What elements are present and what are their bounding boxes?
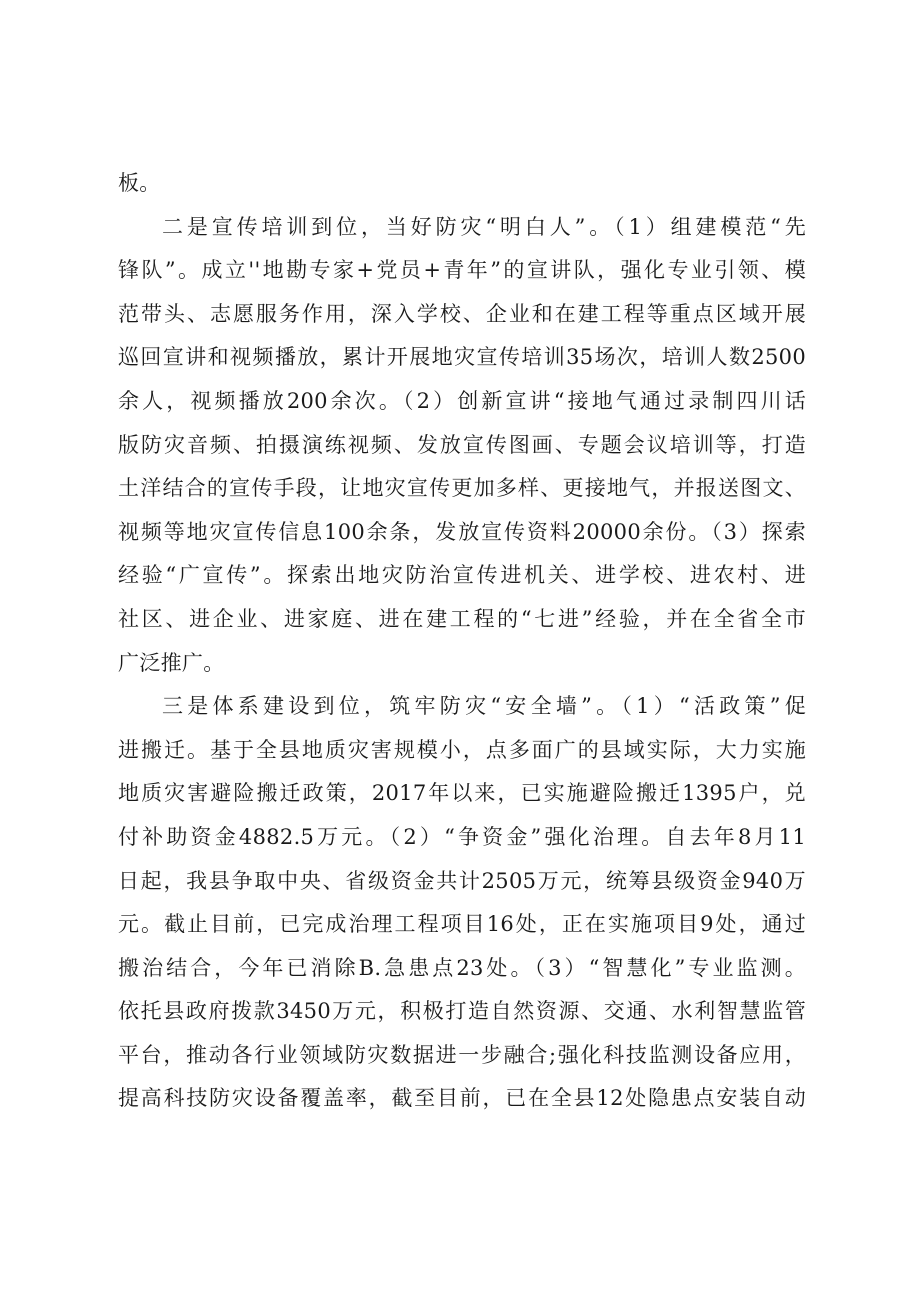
- text-line: 锋队”。成立''地勘专家+党员+青年”的宣讲队，强化专业引领、模: [118, 258, 806, 283]
- text-line: 社区、进企业、进家庭、进在建工程的“七进”经验，并在全省全市: [118, 606, 806, 631]
- text-line: 经验“广宣传”。探索出地灾防治宣传进机关、进学校、进农村、进: [118, 563, 806, 588]
- text-line: 付补助资金4882.5万元。（2）“争资金”强化治理。自去年8月11: [118, 824, 806, 849]
- text-line: 提高科技防灾设备覆盖率，截至目前，已在全县12处隐患点安装自动: [118, 1086, 806, 1111]
- text-line: 元。截止目前，已完成治理工程项目16处，正在实施项目9处，通过: [118, 912, 806, 937]
- text-line: 土洋结合的宣传手段，让地灾宣传更加多样、更接地气，并报送图文、: [118, 476, 806, 501]
- text-line: 三是体系建设到位，筑牢防灾“安全墙”。（1）“活政策”促: [162, 694, 806, 719]
- text-line: 余人，视频播放200余次。（2）创新宣讲“接地气通过录制四川话: [118, 388, 806, 413]
- document-page: [118, 162, 806, 1121]
- text-line: 板。: [118, 171, 161, 195]
- text-line: 广泛推广。: [118, 650, 225, 675]
- text-line: 范带头、志愿服务作用，深入学校、企业和在建工程等重点区域开展: [118, 301, 806, 326]
- text-line: 进搬迁。基于全县地质灾害规模小，点多面广的县域实际，大力实施: [118, 737, 806, 762]
- text-line: 二是宣传培训到位，当好防灾“明白人”。（1）组建模范“先: [162, 214, 806, 239]
- text-line: 日起，我县争取中央、省级资金共计2505万元，统筹县级资金940万: [118, 868, 806, 893]
- text-line: 视频等地灾宣传信息100余条，发放宣传资料20000余份。（3）探索: [118, 519, 806, 544]
- text-line: 平台，推动各行业领域防灾数据进一步融合;强化科技监测设备应用，: [118, 1042, 806, 1067]
- text-line: 版防灾音频、拍摄演练视频、发放宣传图画、专题会议培训等，打造: [118, 432, 806, 457]
- text-line: 依托县政府拨款3450万元，积极打造自然资源、交通、水利智慧监管: [118, 999, 806, 1024]
- text-line: 巡回宣讲和视频播放，累计开展地灾宣传培训35场次，培训人数2500: [118, 345, 806, 370]
- text-line: 搬治结合，今年已消除B.急患点23处。（3）“智慧化”专业监测。: [118, 955, 806, 980]
- text-line: 地质灾害避险搬迁政策，2017年以来，已实施避险搬迁1395户，兑: [118, 781, 806, 806]
